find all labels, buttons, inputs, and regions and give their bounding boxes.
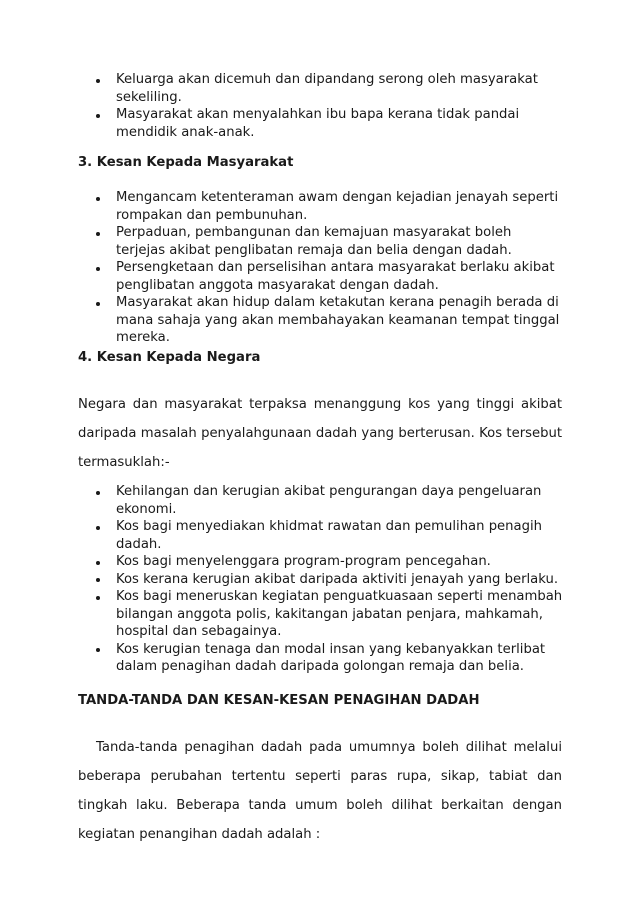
list-item: Kos bagi meneruskan kegiatan penguatkuasaan seperti menambah bilangan anggota polis, kakitangan jabatan penjara, mahkamah, hospital dan sebagainya. — [78, 588, 564, 641]
section-5-heading: TANDA-TANDA DAN KESAN-KESAN PENAGIHAN DADAH — [78, 693, 480, 708]
list-item: Masyarakat akan menyalahkan ibu bapa kerana tidak pandai mendidik anak-anak. — [78, 106, 564, 141]
section-4-heading: 4. Kesan Kepada Negara — [78, 350, 261, 365]
list-item: Kos bagi menyediakan khidmat rawatan dan pemulihan penagih dadah. — [78, 518, 564, 553]
bullet-list-section-4 — [78, 483, 564, 676]
list-item: Kos kerana kerugian akibat daripada aktiviti jenayah yang berlaku. — [78, 571, 564, 589]
list-item: Kos kerugian tenaga dan modal insan yang kebanyakkan terlibat dalam penagihan dadah daripada golongan remaja dan belia. — [78, 641, 564, 676]
bullet-list-top — [78, 71, 564, 141]
section-5-paragraph: Tanda-tanda penagihan dadah pada umumnya boleh dilihat melalui beberapa perubahan tertentu seperti paras rupa, sikap, tabiat dan tingkah laku. Beberapa tanda umum boleh dilihat berkaitan dengan kegiatan penangihan dadah adalah : — [78, 740, 562, 842]
section-3-heading: 3. Kesan Kepada Masyarakat — [78, 155, 294, 170]
list-item: Perpaduan, pembangunan dan kemajuan masyarakat boleh terjejas akibat penglibatan remaja dan belia dengan dadah. — [78, 224, 564, 259]
bullet-list-section-3 — [78, 189, 564, 347]
list-item: Kos bagi menyelenggara program-program pencegahan. — [78, 553, 564, 571]
list-item: Persengketaan dan perselisihan antara masyarakat berlaku akibat penglibatan anggota masyarakat dengan dadah. — [78, 259, 564, 294]
section-4-paragraph: Negara dan masyarakat terpaksa menanggung kos yang tinggi akibat daripada masalah penyalahgunaan dadah yang berterusan. Kos tersebut termasuklah:- — [78, 397, 562, 470]
list-item: Masyarakat akan hidup dalam ketakutan kerana penagih berada di mana sahaja yang akan membahayakan keamanan tempat tinggal mereka. — [78, 294, 564, 347]
list-item: Kehilangan dan kerugian akibat pengurangan daya pengeluaran ekonomi. — [78, 483, 564, 518]
list-item: Mengancam ketenteraman awam dengan kejadian jenayah seperti rompakan dan pembunuhan. — [78, 189, 564, 224]
list-item: Keluarga akan dicemuh dan dipandang serong oleh masyarakat sekeliling. — [78, 71, 564, 106]
